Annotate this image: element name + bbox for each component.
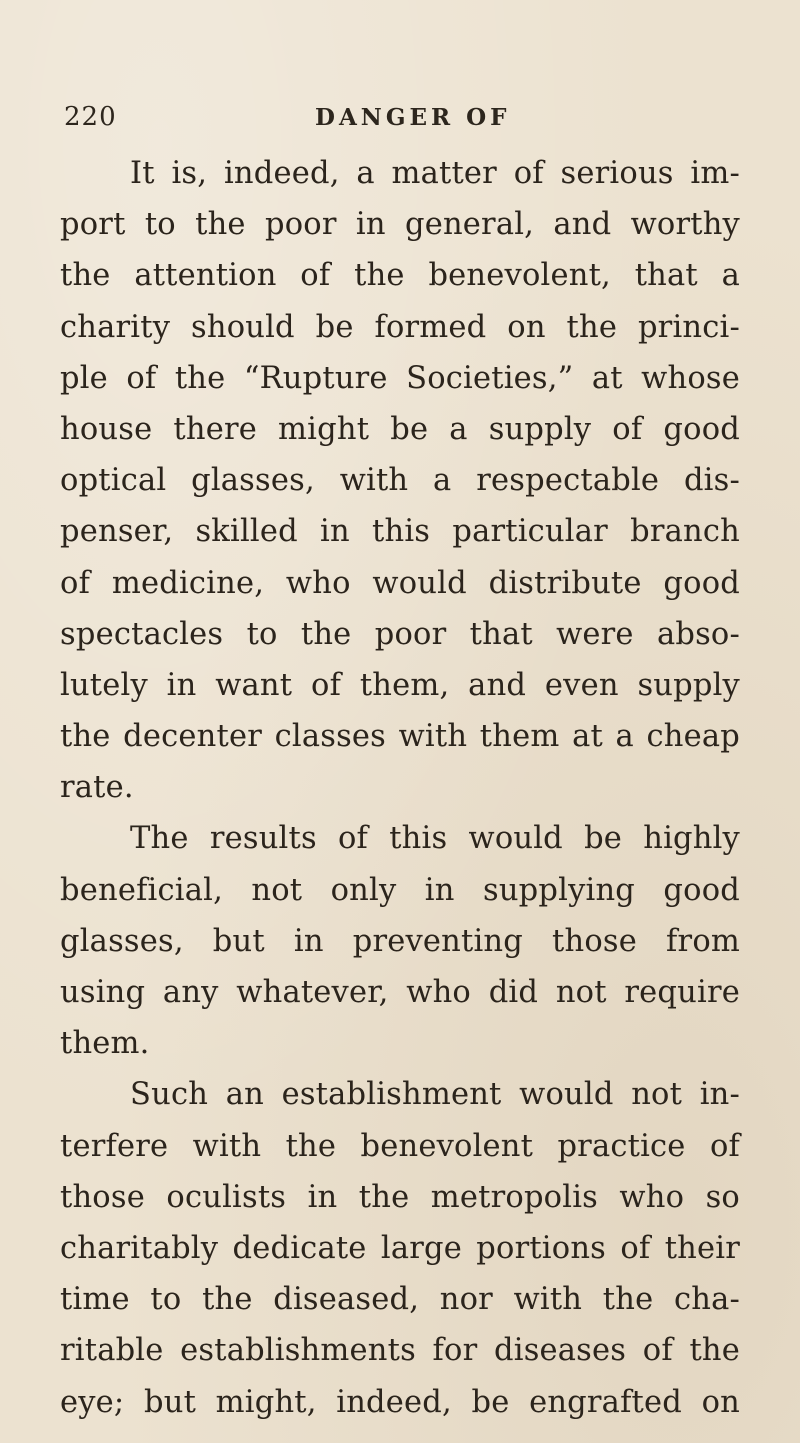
text-line: lutely in want of them, and even supply [60,667,740,703]
text-line: the attention of the benevolent, that a [60,258,740,294]
page-header [64,102,724,142]
text-line: It is, indeed, a matter of serious im- [130,156,740,191]
paragraph-1 [60,148,740,813]
text-line: the decenter classes with them at a cheap [60,719,740,755]
text-line: house there might be a supply of good [60,411,740,447]
page-number: 220 [64,102,117,132]
text-line: Such an establishment would not in- [130,1077,740,1113]
text-line: ritable establishments for diseases of the [60,1333,740,1369]
text-body [60,148,740,1428]
text-line: them. [60,1026,150,1062]
text-line: ple of the “Rupture Societies,” at whose [60,360,740,396]
text-line: terfere with the benevolent practice of [60,1128,740,1164]
text-line: The results of this would be highly [130,821,740,857]
paragraph-3 [60,1069,740,1427]
text-line: glasses, but in preventing those from [60,923,740,959]
text-line: penser, skilled in this particular branch [60,514,740,550]
text-line: optical glasses, with a respectable dis- [60,463,740,499]
running-head: DANGER OF [315,104,511,131]
text-line: beneficial, not only in supplying good [60,872,740,908]
text-line: spectacles to the poor that were abso- [60,616,740,652]
text-line: rate. [60,770,134,806]
text-line: eye; but might, indeed, be engrafted on [60,1384,740,1420]
text-line: of medicine, who would distribute good [60,565,740,601]
paragraph-2 [60,813,740,1069]
text-line: using any whatever, who did not require [60,975,740,1010]
text-line: time to the diseased, nor with the cha- [60,1282,740,1318]
text-line: charity should be formed on the princi- [60,309,740,345]
text-line: port to the poor in general, and worthy [60,207,740,243]
text-line: those oculists in the metropolis who so [60,1179,740,1215]
text-line: charitably dedicate large portions of their [60,1230,740,1266]
